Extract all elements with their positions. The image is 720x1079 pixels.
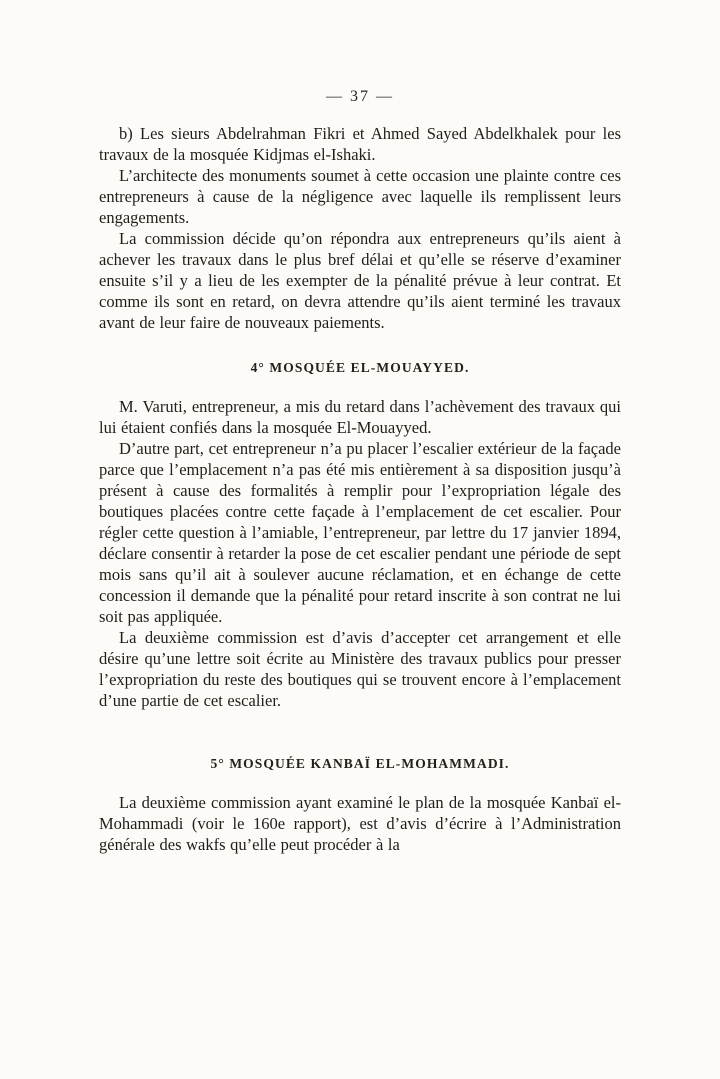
section-heading-mosquee-el-mouayyed: 4° MOSQUÉE EL-MOUAYYED. — [250, 360, 470, 375]
paragraph-kanbai-plan: La deuxième commission ayant examiné le plan de la mosquée Kanbaï el-Mohammadi (voir le 160e rapport), est d’avis d’écrire à l’Administration générale des wakfs qu’elle peut procéder à la — [99, 793, 621, 854]
paragraph-varuti-delay: M. Varuti, entrepreneur, a mis du retard dans l’achèvement des travaux qui lui étaient confiés dans la mosquée El-Mouayyed. — [99, 397, 621, 437]
paragraph-staircase-expropriation: D’autre part, cet entrepreneur n’a pu placer l’escalier extérieur de la façade parce que l’emplacement n’a pas été mis entièrement à sa disposition jusqu’à présent à cause des formalités à remplir pour l’expropriation légale des boutiques placées contre cette façade à l’emplacement de cet escalier. Pour régler cette question à l’amiable, l’entrepreneur, par lettre du 17 janvier 1894, déclare consentir à retarder la pose de cet escalier pendant une période de sept mois sans qu’il ait à soulever aucune réclamation, et en échange de cette concession il demande que la pénalité pour retard inscrite à son contrat ne lui soit pas appliquée. — [99, 439, 621, 626]
section-heading-mosquee-kanbai-el-mohammadi: 5° MOSQUÉE KANBAÏ EL-MOHAMMADI. — [210, 756, 510, 771]
page-number: — 37 — — [326, 88, 394, 105]
paragraph-architect-complaint: L’architecte des monuments soumet à cette occasion une plainte contre ces entrepreneurs à cause de la négligence avec laquelle ils remplissent leurs engagements. — [99, 166, 621, 227]
paragraph-commission-decision: La commission décide qu’on répondra aux entrepreneurs qu’ils aient à achever les travaux dans le plus bref délai et qu’elle se réserve d’examiner ensuite s’il y a lieu de les exempter de la pénalité prévue à leur contrat. Et comme ils sont en retard, on devra attendre qu’ils aient terminé les travaux avant de leur faire de nouveaux paiements. — [99, 229, 621, 332]
paragraph-contractors-b: b) Les sieurs Abdelrahman Fikri et Ahmed Sayed Abdelkhalek pour les travaux de la mosquée Kidjmas el-Ishaki. — [99, 124, 621, 164]
paragraph-second-commission-opinion: La deuxième commission est d’avis d’accepter cet arrangement et elle désire qu’une lettre soit écrite au Ministère des travaux publics pour presser l’expropriation du reste des boutiques qui se trouvent encore à l’emplacement d’une partie de cet escalier. — [99, 628, 621, 710]
document-body — [99, 123, 621, 855]
